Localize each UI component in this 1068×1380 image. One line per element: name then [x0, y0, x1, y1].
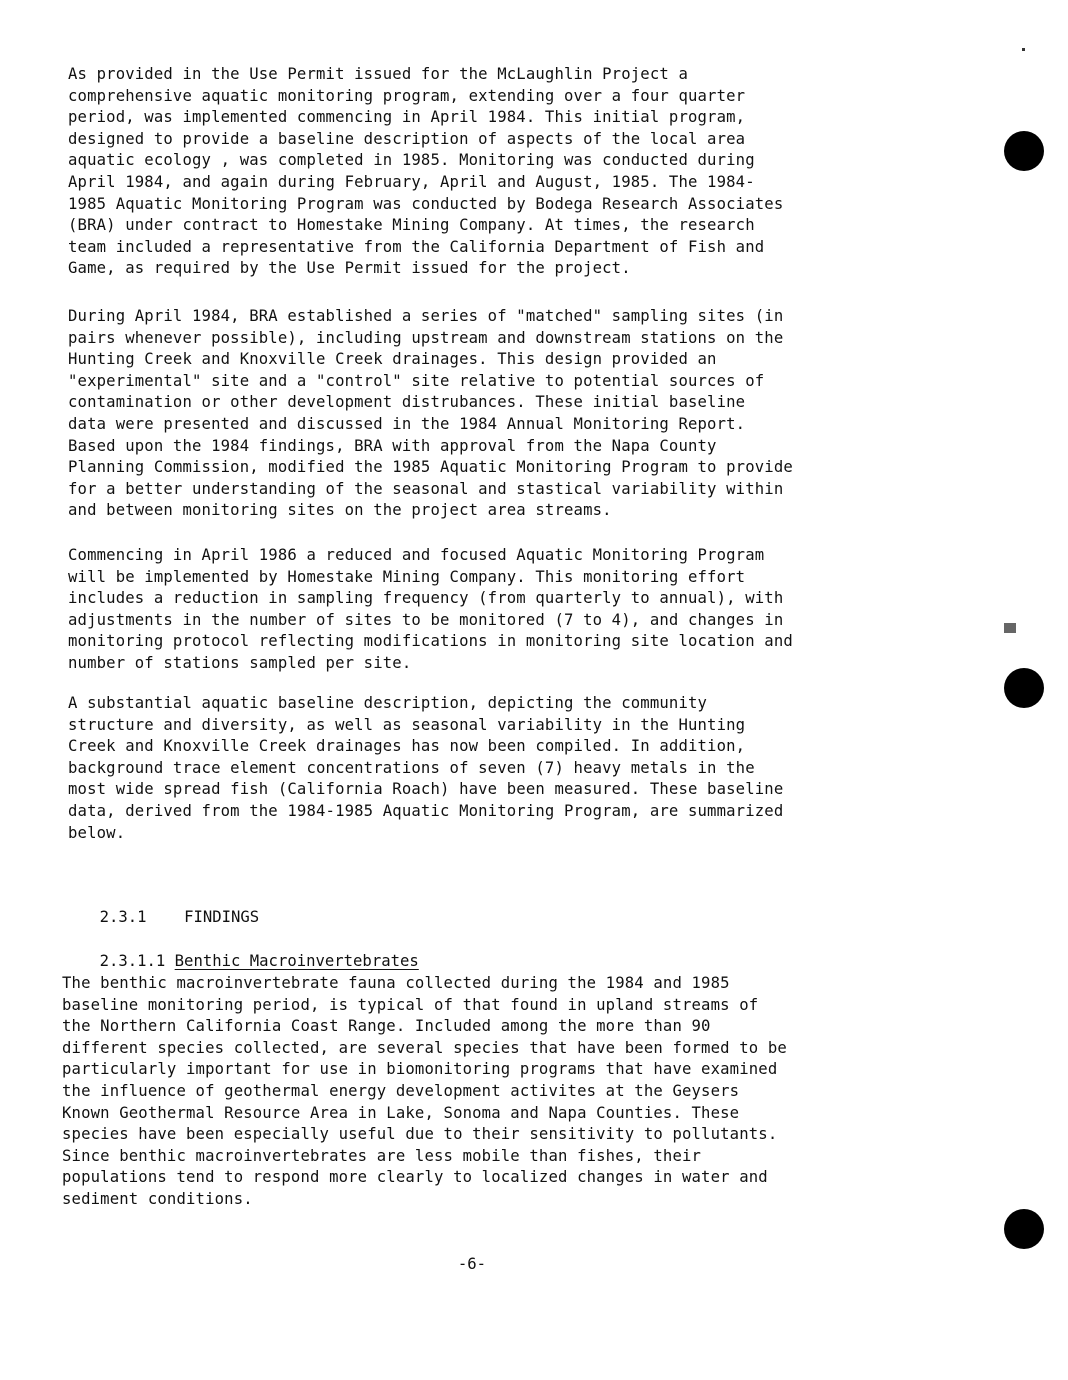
paragraph-sampling-sites: During April 1984, BRA established a series of "matched" sampling sites (in pairs whenever possible), including upstream and downstream stations on the Hunting Creek and Knoxville Creek drainages. This design provided an "experimental" site and a "control" site relative to potential sources of contamination or other development distrubances. These initial baseline data were presented and discussed in the 1984 Annual Monitoring Report. Based upon the 1984 findings, BRA with approval from the Napa County Planning Commission, modified the 1985 Aquatic Monitoring Program to provide for a better understanding of the seasonal and stastical variability within and between monitoring sites on the project area streams. [68, 307, 793, 520]
binder-hole-middle [1004, 668, 1044, 708]
section-title: FINDINGS [184, 908, 260, 926]
paragraph-reduced-program: Commencing in April 1986 a reduced and focused Aquatic Monitoring Program will be implemented by Homestake Mining Company. This monitoring effort includes a reduction in sampling frequency (from quarterly to annual), with adjustments in the number of sites to be monitored (7 to 4), and changes in monitoring protocol reflecting modifications in monitoring site location and number of stations sampled per site. [68, 546, 793, 672]
paragraph-use-permit: As provided in the Use Permit issued for the McLaughlin Project a comprehensive aquatic monitoring program, extending over a four quarter period, was implemented commencing in April 1984. This initial program, designed to provide a baseline description of aspects of the local area aquatic ecology , was completed in 1985. Monitoring was conducted during April 1984, and again during February, April and August, 1985. The 1984- 1985 Aquatic Monitoring Program was conducted by Bodega Research Associates (BRA) under contract to Homestake Mining Company. At times, the research team included a representative from the California Department of Fish and Game, as required by the Use Permit issued for the project. [68, 65, 784, 278]
paragraph-baseline-summary: A substantial aquatic baseline description, depicting the community structure and diversity, as well as seasonal variability in the Hunting Creek and Knoxville Creek drainages has now been compiled. In addition, background trace element concentrations of seven (7) heavy metals in the most wide spread fish (California Roach) have been measured. These baseline data, derived from the 1984-1985 Aquatic Monitoring Program, are summarized below. [68, 694, 784, 842]
subsection-title: Benthic Macroinvertebrates [174, 952, 419, 970]
subsection-number: 2.3.1.1 [99, 952, 166, 970]
binder-hole-top [1004, 131, 1044, 171]
paragraph-benthic-fauna: The benthic macroinvertebrate fauna collected during the 1984 and 1985 baseline monitoring period, is typical of that found in upland streams of the Northern California Coast Range. Included among the more than 90 different species collected, are several species that have been formed to be particularly important for use in biomonitoring programs that have examined the influence of geothermal energy development activites at the Geysers Known Geothermal Resource Area in Lake, Sonoma and Napa Counties. These species have been especially useful due to their sensitivity to pollutants. Since benthic macroinvertebrates are less mobile than fishes, their populations tend to respond more clearly to localized changes in water and sediment conditions. [62, 974, 787, 1208]
binder-hole-bottom [1004, 1209, 1044, 1249]
scan-smudge [1004, 623, 1016, 633]
page-number: -6- [457, 1255, 487, 1273]
section-number: 2.3.1 [99, 908, 147, 926]
scan-speck [1022, 48, 1025, 51]
